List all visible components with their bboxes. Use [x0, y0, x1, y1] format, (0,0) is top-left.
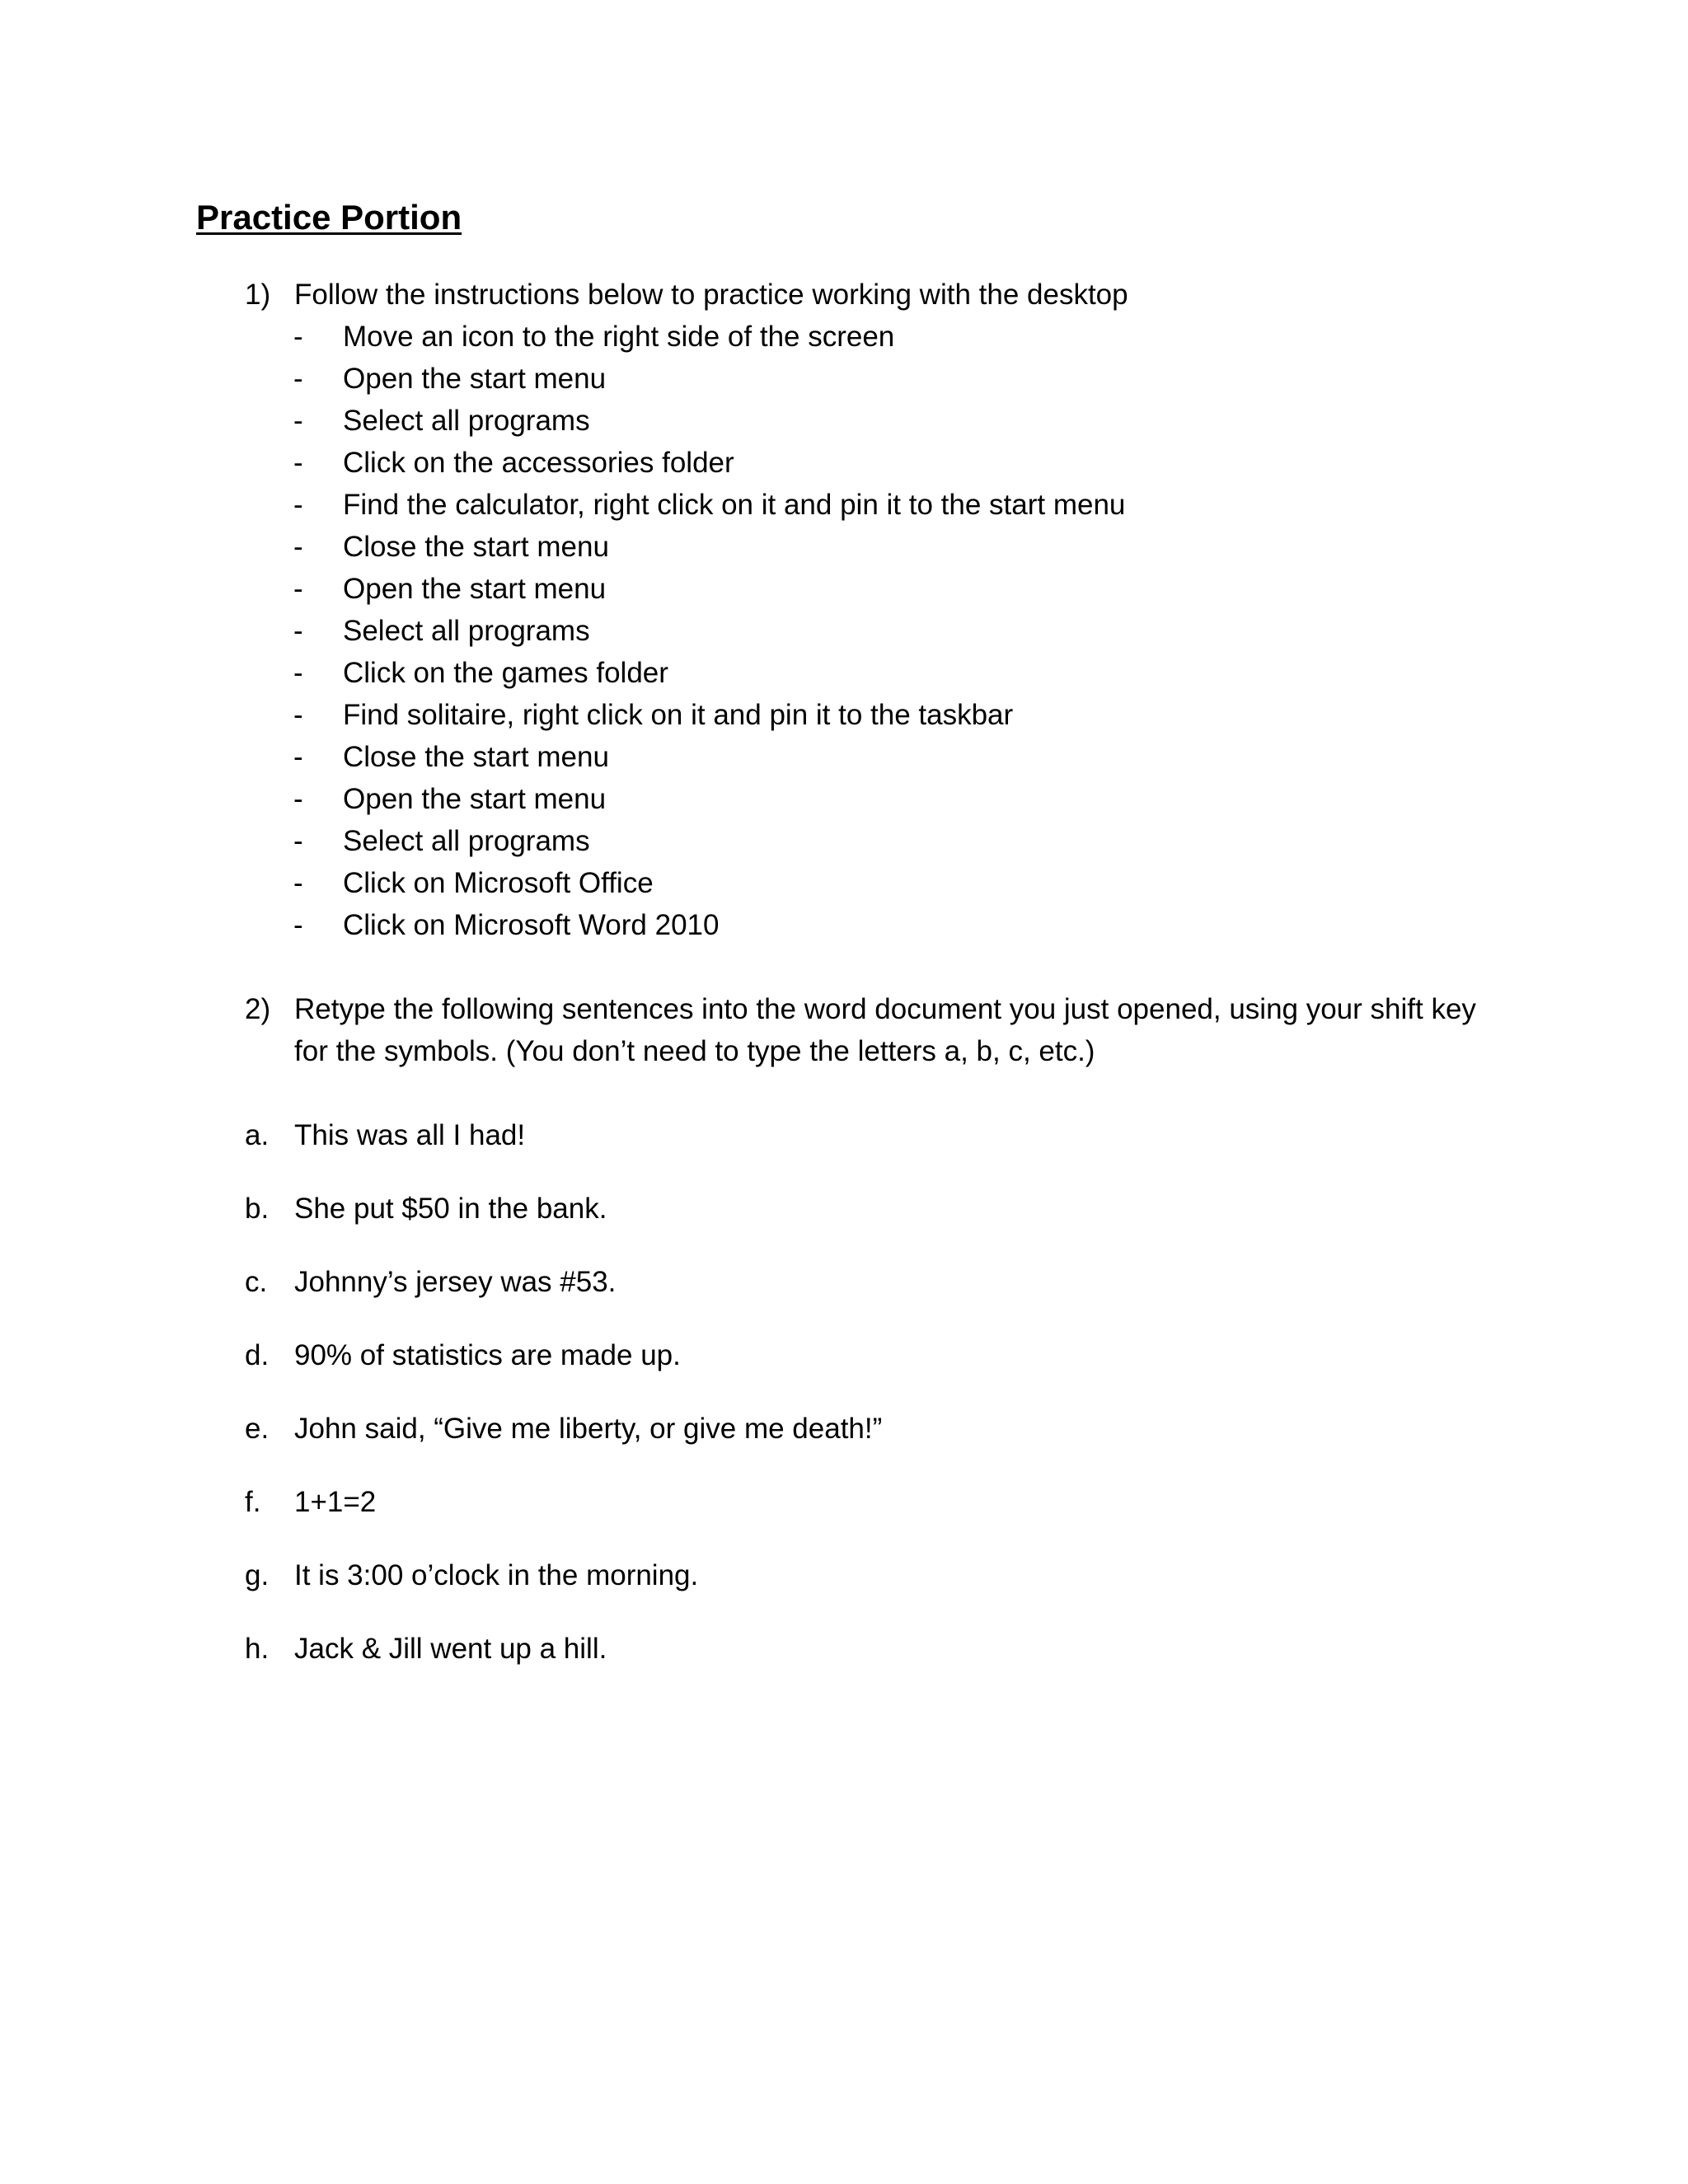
item-letter: a. — [245, 1119, 270, 1151]
dash-bullet: - — [293, 783, 303, 815]
dash-bullet: - — [293, 699, 303, 731]
dash-bullet: - — [293, 447, 303, 479]
section-1-instruction: Follow the instructions below to practice working with the desktop — [294, 279, 1128, 311]
dash-bullet: - — [293, 363, 303, 395]
step-text: Open the start menu — [343, 783, 607, 815]
item-letter: d. — [245, 1339, 270, 1371]
dash-bullet: - — [293, 615, 303, 647]
sentence-text: Johnny’s jersey was #53. — [294, 1266, 617, 1298]
step-text: Click on Microsoft Word 2010 — [343, 909, 720, 941]
sentence-text: 90% of statistics are made up. — [294, 1339, 681, 1371]
section-2-instruction-line-2: for the symbols. (You don’t need to type the letters a, b, c, etc.) — [294, 1035, 1095, 1067]
item-letter: f. — [245, 1486, 261, 1518]
dash-bullet: - — [293, 405, 303, 437]
step-text: Select all programs — [343, 615, 590, 647]
step-text: Click on Microsoft Office — [343, 867, 654, 899]
step-text: Click on the games folder — [343, 657, 668, 689]
dash-bullet: - — [293, 741, 303, 773]
step-text: Close the start menu — [343, 531, 609, 563]
section-2-instruction-line-1: Retype the following sentences into the word document you just opened, using your shift key — [294, 993, 1476, 1025]
step-text: Find the calculator, right click on it and pin it to the start menu — [343, 489, 1126, 521]
dash-bullet: - — [293, 573, 303, 605]
item-letter: e. — [245, 1413, 270, 1445]
dash-bullet: - — [293, 657, 303, 689]
sentence-text: This was all I had! — [294, 1119, 526, 1151]
step-text: Click on the accessories folder — [343, 447, 734, 479]
sentence-text: John said, “Give me liberty, or give me death!” — [294, 1413, 883, 1445]
page-title: Practice Portion — [196, 198, 462, 237]
item-letter: h. — [245, 1633, 270, 1665]
item-letter: c. — [245, 1266, 268, 1298]
step-text: Select all programs — [343, 825, 590, 857]
step-text: Open the start menu — [343, 363, 607, 395]
step-text: Select all programs — [343, 405, 590, 437]
item-letter: g. — [245, 1559, 270, 1591]
item-letter: b. — [245, 1193, 270, 1225]
dash-bullet: - — [293, 909, 303, 941]
dash-bullet: - — [293, 489, 303, 521]
sentence-text: She put $50 in the bank. — [294, 1193, 607, 1225]
dash-bullet: - — [293, 867, 303, 899]
dash-bullet: - — [293, 321, 303, 353]
step-text: Open the start menu — [343, 573, 607, 605]
sentence-text: It is 3:00 o’clock in the morning. — [294, 1559, 699, 1591]
step-text: Close the start menu — [343, 741, 609, 773]
sentence-text: Jack & Jill went up a hill. — [294, 1633, 607, 1665]
section-2-number: 2) — [245, 993, 271, 1025]
dash-bullet: - — [293, 825, 303, 857]
dash-bullet: - — [293, 531, 303, 563]
sentence-text: 1+1=2 — [294, 1486, 377, 1518]
section-1-number: 1) — [245, 279, 271, 311]
step-text: Find solitaire, right click on it and pin it to the taskbar — [343, 699, 1014, 731]
step-text: Move an icon to the right side of the screen — [343, 321, 895, 353]
